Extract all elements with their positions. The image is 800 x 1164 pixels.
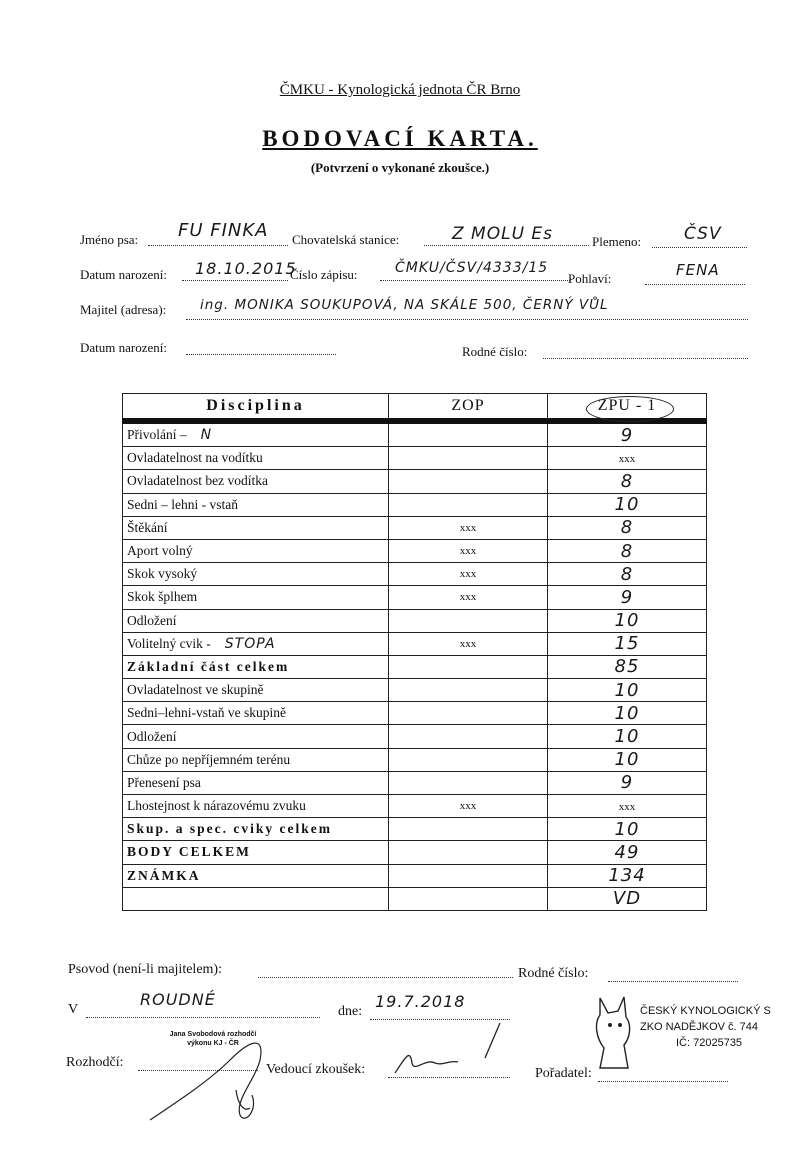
- stamp-line-3: IČ: 72025735: [676, 1037, 743, 1049]
- zop-cell: [389, 421, 548, 447]
- discipline-cell: [123, 586, 389, 609]
- zpu-score: 10: [614, 494, 640, 516]
- discipline-name: Ovladatelnost bez vodítka: [127, 473, 268, 489]
- discipline-cell: [123, 632, 389, 655]
- table-row: [123, 771, 707, 794]
- zpu-score: xxx: [618, 801, 636, 814]
- discipline-cell: [123, 818, 389, 841]
- personal-id-label: Rodné číslo:: [462, 344, 528, 359]
- discipline-name: Štěkání: [127, 519, 168, 535]
- zpu-score: 10: [614, 610, 640, 632]
- discipline-name: Přenesení psa: [127, 774, 201, 790]
- zpu-score-cell: [548, 447, 707, 470]
- personal-id-line: [543, 357, 748, 359]
- zpu-score-cell: [548, 632, 707, 655]
- zpu-score-cell: [548, 421, 707, 447]
- discipline-cell: [123, 679, 389, 702]
- zop-cell: [389, 655, 548, 678]
- zpu-score: 9: [620, 586, 634, 608]
- table-row: [123, 470, 707, 493]
- discipline-name: Sedni–lehni-vstaň ve skupině: [127, 705, 286, 721]
- zpu-score: 10: [614, 749, 640, 771]
- table-row: [123, 702, 707, 725]
- discipline-name: Ovladatelnost na vodítku: [127, 450, 263, 466]
- sex-line: [645, 283, 745, 285]
- dog-name-label: Jméno psa:: [80, 232, 139, 247]
- organizer-label: Pořadatel:: [535, 1066, 592, 1081]
- zpu-score: 8: [620, 470, 634, 492]
- place-line: [86, 1016, 320, 1018]
- owner-value: ing. MONIKA SOUKUPOVÁ, NA SKÁLE 500, ČERNÝ VŮL: [200, 297, 609, 313]
- place-value: ROUDNÉ: [140, 990, 216, 1009]
- birth-date-value: 18.10.2015: [195, 259, 297, 278]
- discipline-cell: [123, 609, 389, 632]
- dog-logo-icon: [590, 993, 638, 1073]
- reg-number-value: ČMKU/ČSV/4333/15: [395, 260, 549, 276]
- document-subtitle: (Potvrzení o vykonané zkoušce.): [310, 160, 490, 175]
- birth-date-line: [182, 279, 288, 281]
- birth-date-label: Datum narození:: [80, 267, 167, 282]
- table-row: [123, 516, 707, 539]
- zop-cell: [389, 887, 548, 910]
- zop-cell: [389, 748, 548, 771]
- discipline-cell: [123, 841, 389, 864]
- table-row: [123, 447, 707, 470]
- discipline-name: Ovladatelnost ve skupině: [127, 682, 264, 698]
- discipline-name: Odložení: [127, 728, 177, 744]
- zpu-score: 10: [614, 702, 640, 724]
- discipline-name: Skup. a spec. cviky celkem: [127, 821, 333, 837]
- kennel-value: Z MOLU Es: [452, 224, 554, 244]
- owner-label: Majitel (adresa):: [80, 302, 167, 317]
- discipline-name: Lhostejnost k nárazovému zvuku: [127, 798, 306, 814]
- zpu-score: 49: [614, 841, 640, 863]
- club-stamp: [590, 993, 800, 1073]
- zpu-score-cell: [548, 470, 707, 493]
- table-row: [123, 887, 707, 910]
- zpu-score: 134: [608, 865, 646, 887]
- discipline-name: Skok šplhem: [127, 589, 198, 605]
- header-discipline: Disciplina: [123, 394, 389, 422]
- zpu-score-cell: [548, 655, 707, 678]
- zpu-score: 85: [614, 656, 640, 678]
- handler-line: [258, 976, 513, 978]
- discipline-cell: [123, 748, 389, 771]
- owner-birth-date-line: [186, 353, 336, 355]
- zpu-score-cell: [548, 609, 707, 632]
- discipline-cell: [123, 864, 389, 887]
- sex-value: FENA: [676, 261, 720, 279]
- breed-label: Plemeno:: [592, 234, 642, 249]
- discipline-cell: [123, 655, 389, 678]
- zpu-score: 10: [614, 818, 640, 840]
- judge-stamp: Jana Svobodová rozhodčí výkonu KJ - ČR: [169, 1031, 257, 1047]
- discipline-name: Sedni – lehni - vstaň: [127, 496, 238, 512]
- discipline-cell: [123, 702, 389, 725]
- table-row: [123, 841, 707, 864]
- zpu-score-cell: [548, 563, 707, 586]
- table-row: [123, 539, 707, 562]
- breed-line: [652, 246, 747, 248]
- zpu-score-cell: [548, 679, 707, 702]
- discipline-cell: [123, 421, 389, 447]
- zop-cell: [389, 818, 548, 841]
- zpu-score: 10: [614, 679, 640, 701]
- discipline-name: BODY CELKEM: [127, 844, 251, 860]
- zpu-score-cell: [548, 725, 707, 748]
- table-row: [123, 609, 707, 632]
- zop-cell: xxx: [389, 516, 548, 539]
- date-value: 19.7.2018: [375, 992, 466, 1011]
- discipline-name: ZNÁMKA: [127, 867, 201, 883]
- owner-birth-date-label: Datum narození:: [80, 340, 167, 355]
- header-zpu: ZPU - 1: [548, 394, 707, 422]
- discipline-note: STOPA: [224, 635, 276, 652]
- owner-line: [186, 318, 748, 320]
- zop-cell: [389, 609, 548, 632]
- zpu-score: 8: [620, 517, 634, 539]
- zpu-score: 10: [614, 726, 640, 748]
- zop-cell: [389, 725, 548, 748]
- zpu-score: 9: [620, 424, 634, 446]
- table-row: [123, 818, 707, 841]
- discipline-note: N: [200, 427, 213, 444]
- zop-cell: xxx: [389, 795, 548, 818]
- zop-cell: [389, 679, 548, 702]
- zop-cell: xxx: [389, 539, 548, 562]
- discipline-cell: [123, 771, 389, 794]
- discipline-cell: [123, 539, 389, 562]
- zop-cell: [389, 771, 548, 794]
- zpu-score-cell: [548, 702, 707, 725]
- handler-label: Psovod (není-li majitelem):: [68, 962, 222, 977]
- organizer-line: [598, 1080, 728, 1082]
- judge-label: Rozhodčí:: [66, 1055, 124, 1070]
- zpu-score: 9: [620, 772, 634, 794]
- discipline-name: Chůze po nepříjemném terénu: [127, 751, 291, 767]
- table-row: [123, 586, 707, 609]
- zpu-score-cell: [548, 771, 707, 794]
- zop-cell: xxx: [389, 586, 548, 609]
- grade-cell: [548, 887, 707, 910]
- discipline-name: Volitelný cvik -: [127, 635, 211, 651]
- date-label: dne:: [338, 1004, 363, 1019]
- table-row: [123, 563, 707, 586]
- sex-label: Pohlaví:: [568, 271, 612, 286]
- zop-cell: [389, 470, 548, 493]
- table-row: [123, 632, 707, 655]
- discipline-cell: [123, 493, 389, 516]
- zop-cell: xxx: [389, 632, 548, 655]
- zpu-score-cell: [548, 864, 707, 887]
- discipline-name: Odložení: [127, 612, 177, 628]
- stamp-line-2: ZKO NADĚJKOV č. 744: [640, 1021, 758, 1033]
- discipline-name: Skok vysoký: [127, 566, 198, 582]
- discipline-cell: [123, 725, 389, 748]
- zpu-score-cell: [548, 795, 707, 818]
- reg-number-label: Číslo zápisu:: [290, 267, 358, 282]
- kennel-label: Chovatelská stanice:: [292, 232, 400, 247]
- organization-header: ČMKU - Kynologická jednota ČR Brno: [279, 82, 521, 98]
- dog-name-value: FU FINKA: [178, 220, 269, 241]
- zpu-score: 8: [620, 563, 634, 585]
- zop-cell: [389, 702, 548, 725]
- circled-zpu-mark: [586, 396, 674, 422]
- score-table: [122, 393, 707, 911]
- table-row: [123, 725, 707, 748]
- grade-value: VD: [612, 888, 642, 910]
- zpu-score-cell: [548, 586, 707, 609]
- table-row: [123, 493, 707, 516]
- zpu-score-cell: [548, 493, 707, 516]
- exam-leader-label: Vedoucí zkoušek:: [266, 1062, 366, 1077]
- discipline-cell: [123, 563, 389, 586]
- zop-cell: [389, 841, 548, 864]
- exam-leader-signature: [390, 1018, 520, 1078]
- breed-value: ČSV: [684, 224, 722, 244]
- zpu-score-cell: [548, 818, 707, 841]
- stamp-line-1: ČESKÝ KYNOLOGICKÝ S: [640, 1005, 771, 1017]
- reg-number-line: [380, 279, 570, 281]
- discipline-cell: [123, 887, 389, 910]
- zpu-score-cell: [548, 841, 707, 864]
- zpu-score: 15: [614, 633, 640, 655]
- zop-cell: [389, 447, 548, 470]
- table-row: [123, 679, 707, 702]
- discipline-name: Aport volný: [127, 543, 193, 559]
- discipline-cell: [123, 470, 389, 493]
- table-row: [123, 795, 707, 818]
- document-title: BODOVACÍ KARTA.: [262, 126, 538, 151]
- discipline-cell: [123, 516, 389, 539]
- score-rows: [123, 421, 707, 910]
- discipline-name: Přivolání –: [127, 427, 187, 443]
- place-label: V: [68, 1002, 79, 1017]
- table-row: [123, 748, 707, 771]
- zop-cell: xxx: [389, 563, 548, 586]
- zpu-score-cell: [548, 516, 707, 539]
- discipline-cell: [123, 447, 389, 470]
- zpu-score-cell: [548, 748, 707, 771]
- zop-cell: [389, 864, 548, 887]
- table-row: [123, 421, 707, 447]
- discipline-name: Základní část celkem: [127, 658, 290, 674]
- zpu-score: 8: [620, 540, 634, 562]
- zpu-score: xxx: [618, 453, 636, 466]
- dog-name-line: [148, 244, 288, 246]
- handler-id-line: [608, 980, 738, 982]
- table-row: [123, 655, 707, 678]
- handler-id-label: Rodné číslo:: [518, 966, 589, 981]
- header-zop: ZOP: [389, 394, 548, 422]
- kennel-line: [424, 244, 589, 246]
- table-row: [123, 864, 707, 887]
- discipline-cell: [123, 795, 389, 818]
- zop-cell: [389, 493, 548, 516]
- zpu-score-cell: [548, 539, 707, 562]
